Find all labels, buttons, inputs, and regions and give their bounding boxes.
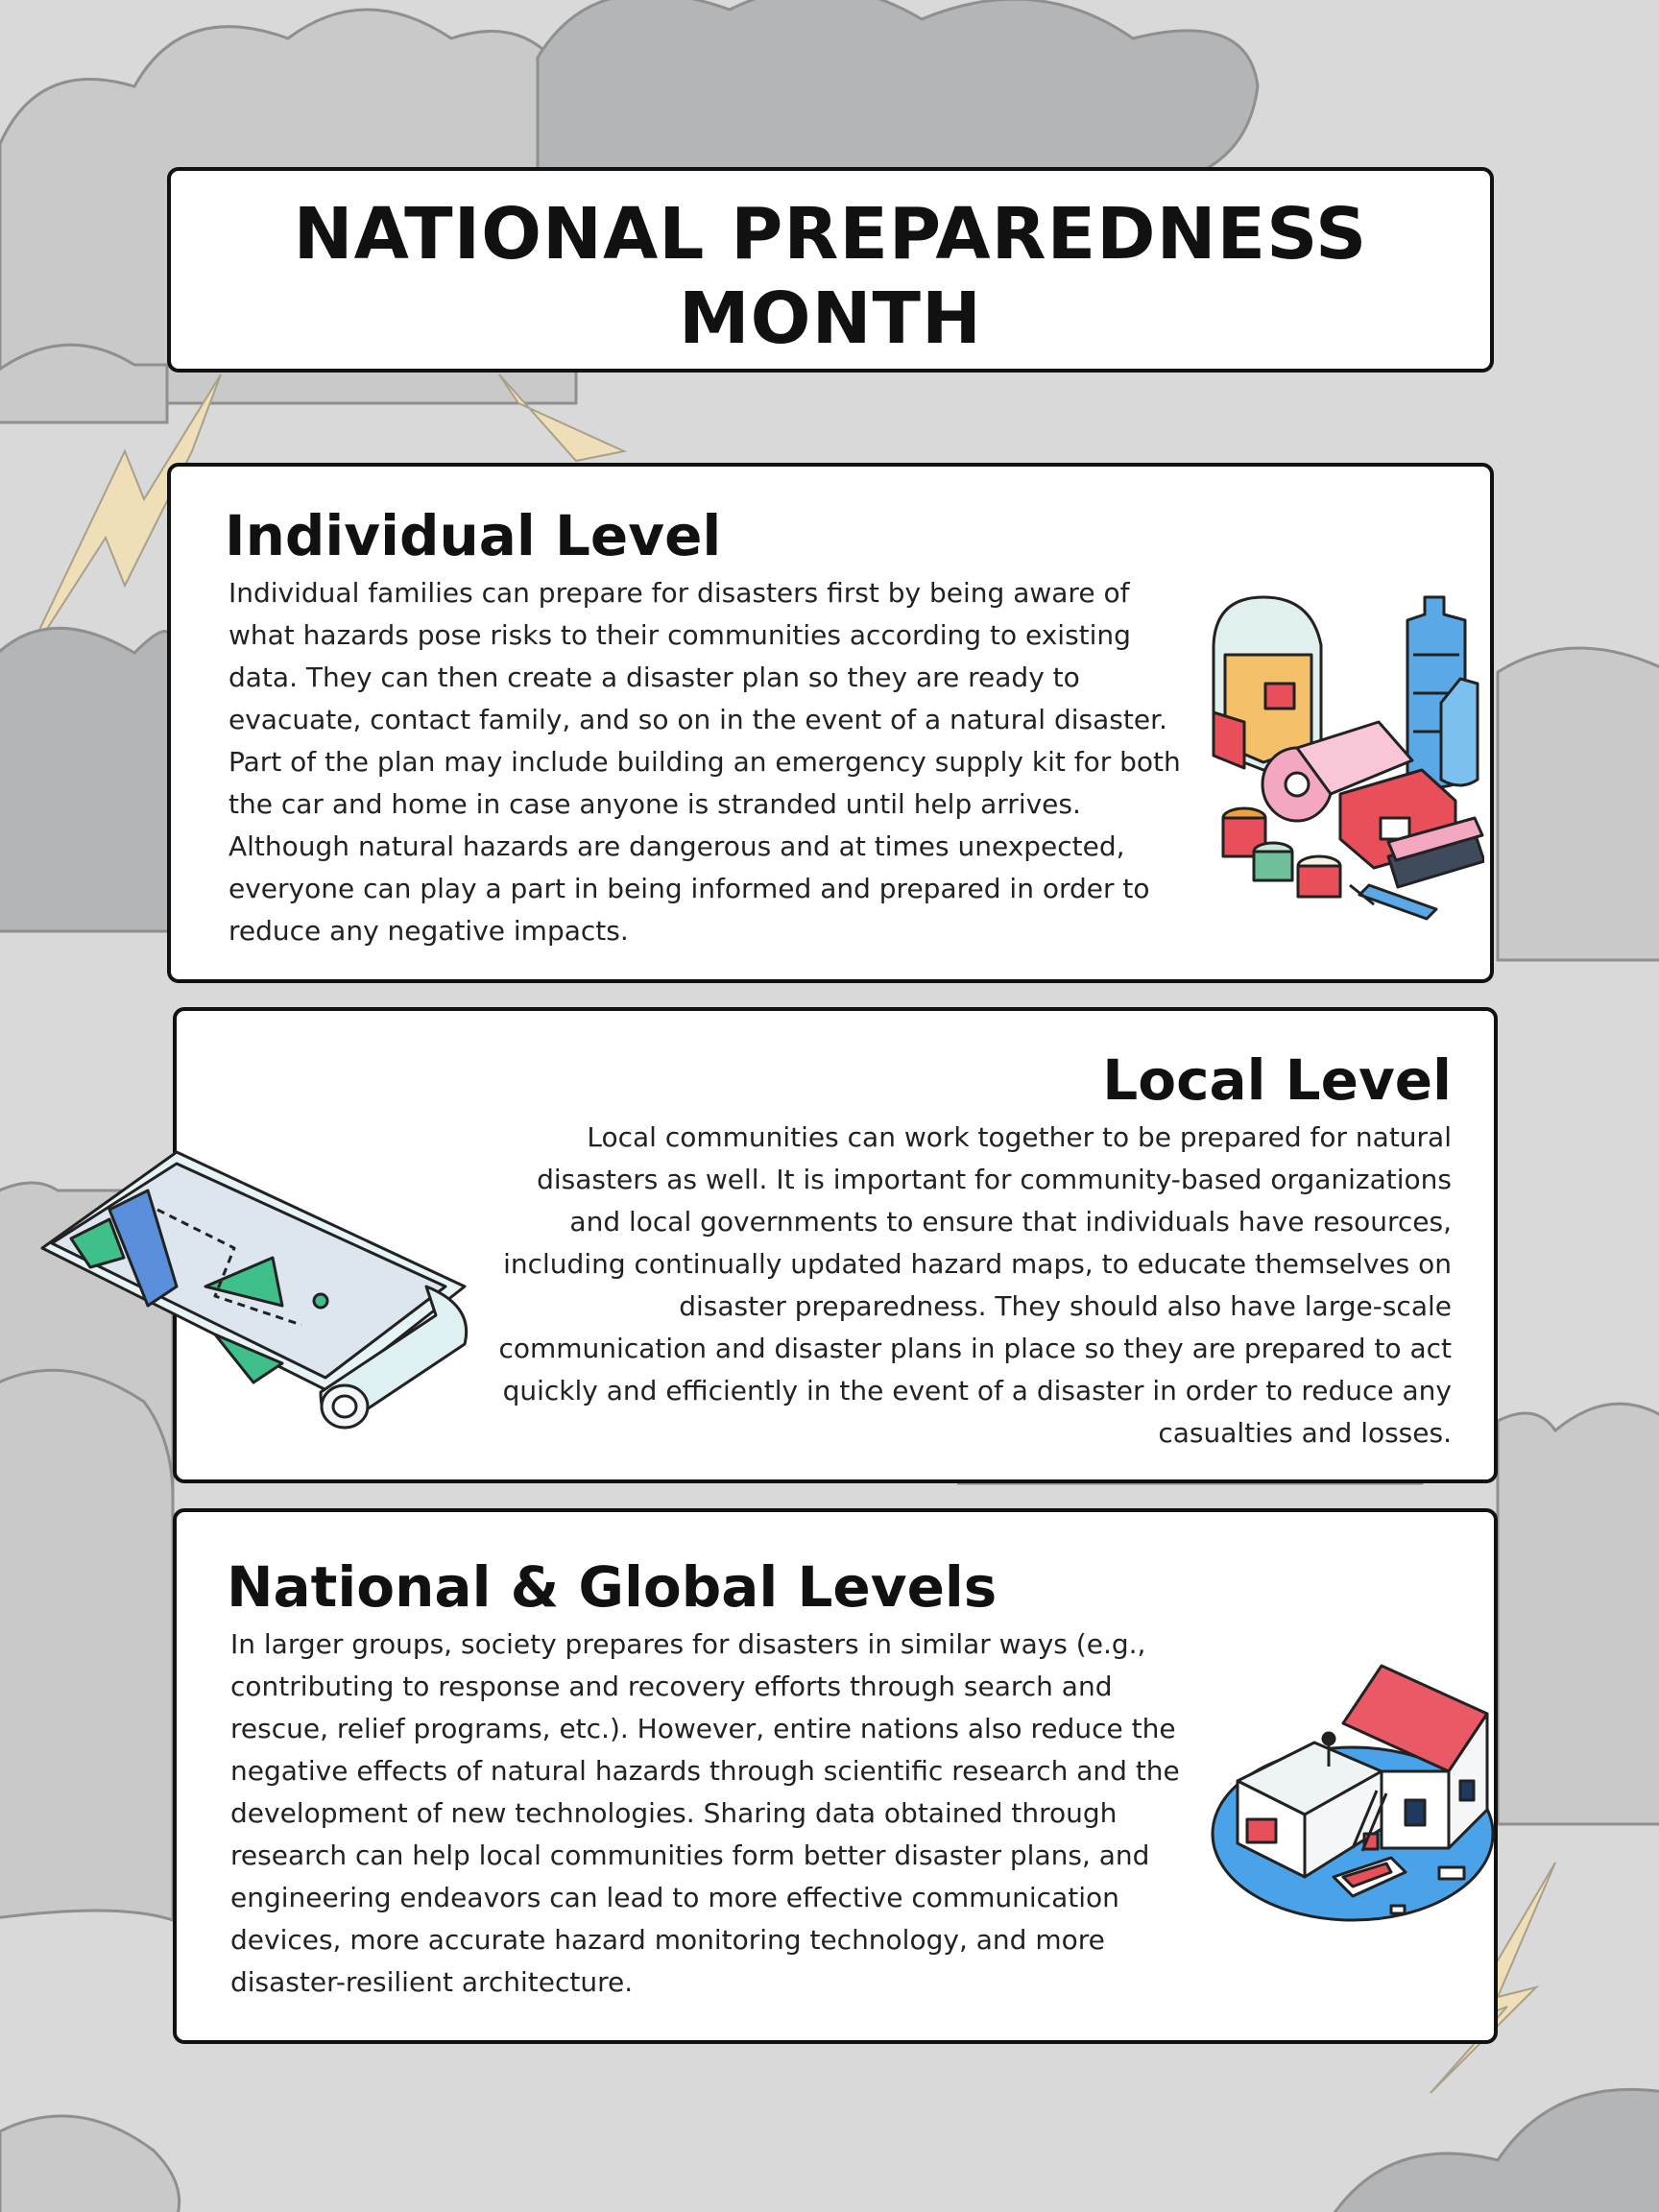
page-title: NATIONAL PREPAREDNESS MONTH — [293, 193, 1368, 360]
section-individual-level — [167, 463, 1494, 983]
hazard-map-illustration — [33, 1142, 474, 1431]
emergency-supplies-illustration — [1206, 588, 1484, 933]
title-card — [167, 167, 1494, 373]
section-heading: Local Level — [1102, 1047, 1452, 1113]
section-body: Individual families can prepare for disasters first by being aware of what hazards pose risks to their communities according to existing data. They can then create a disaster plan so they are ready to evacuate, contact family, and so on in the event of a natural disaster. Part of the plan may include building an emergency supply kit for both the car and home in case anyone is stranded until help arrives. Although natural hazards are dangerous and at times unexpected, everyone can play a part in being informed and prepared in order to reduce any negative impacts. — [228, 577, 1181, 947]
section-body: In larger groups, society prepares for disasters in similar ways (e.g., contributing to response and recovery efforts through search and rescue, relief programs, etc.). However, entire nations also reduce the negative effects of natural hazards through scientific research and the development of new technologies. Sharing data obtained through research can help local communities form better disaster plans, and engineering endeavors can lead to more effective communication devices, more accurate hazard monitoring technology, and more disaster-resilient architecture. — [230, 1628, 1180, 1998]
flooded-house-illustration — [1209, 1656, 1497, 1944]
section-heading: Individual Level — [225, 503, 722, 568]
section-heading: National & Global Levels — [227, 1554, 998, 1620]
section-body: Local communities can work together to be prepared for natural disasters as well. It is important for community-based organizations and local governments to ensure that individuals have resources, including continually updated hazard maps, to educate themselves on disaster preparedness. They should also have large-scale communication and disaster plans in place so they are prepared to act quickly and efficiently in the event of a disaster in order to reduce any casualties and losses. — [498, 1121, 1452, 1449]
section-national-global-levels — [173, 1508, 1498, 2044]
